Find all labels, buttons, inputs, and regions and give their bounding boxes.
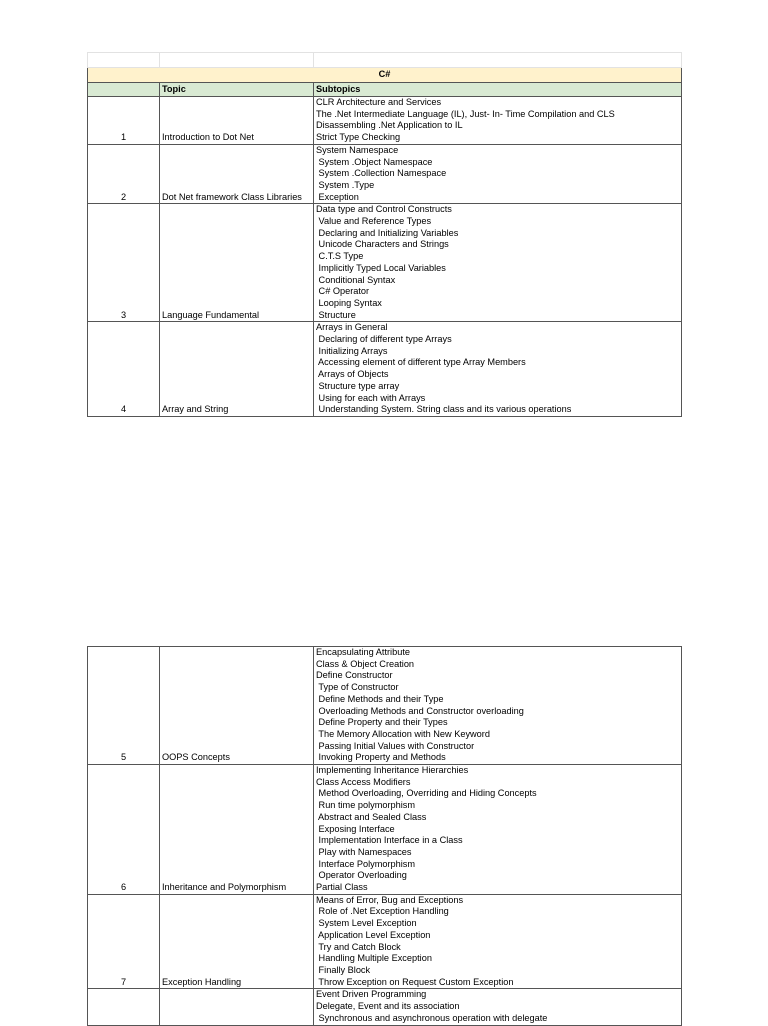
table-row — [88, 144, 682, 204]
table-row — [88, 989, 682, 1025]
subtopic-item: Partial Class — [316, 882, 368, 893]
row-number: 5 — [88, 647, 160, 765]
row-topic: Language Fundamental — [160, 204, 314, 322]
subtopic-item: The Memory Allocation with New Keyword — [316, 728, 490, 739]
row-number: 1 — [88, 97, 160, 145]
subtopic-item: Finally Block — [316, 964, 371, 975]
subtopic-item: Define Property and their Types — [316, 717, 448, 728]
syllabus-table-page-1 — [87, 52, 682, 417]
table-row — [88, 647, 682, 765]
subtopic-item: Declaring and Initializing Variables — [316, 227, 459, 238]
subtopic-item: Implementing Inheritance Hierarchies — [316, 765, 469, 776]
blank-cell — [314, 53, 682, 68]
subtopic-item: Throw Exception on Request Custom Exception — [316, 976, 514, 987]
row-subtopics — [314, 322, 682, 417]
subtopic-item: System .Collection Namespace — [316, 168, 447, 179]
table-row — [88, 322, 682, 417]
blank-cell — [88, 53, 160, 68]
subtopic-item: Initializing Arrays — [316, 345, 388, 356]
subtopic-item: Means of Error, Bug and Exceptions — [316, 894, 464, 905]
table-row — [88, 765, 682, 895]
subtopic-item: System Namespace — [316, 144, 399, 155]
subtopic-item: Interface Polymorphism — [316, 858, 416, 869]
table-row — [88, 97, 682, 145]
subtopic-item: Operator Overloading — [316, 870, 407, 881]
subtopic-item: System .Object Namespace — [316, 156, 433, 167]
subtopic-item: Invoking Property and Methods — [316, 752, 446, 763]
subtopic-item: Strict Type Checking — [316, 132, 401, 143]
subtopic-item: C# Operator — [316, 286, 370, 297]
row-number: 4 — [88, 322, 160, 417]
row-topic — [160, 989, 314, 1025]
subtopic-item: Class Access Modifiers — [316, 776, 411, 787]
header-topic: Topic — [160, 83, 314, 97]
row-topic: Inheritance and Polymorphism — [160, 765, 314, 895]
blank-row — [88, 53, 682, 68]
title-row — [88, 68, 682, 83]
subtopic-item: Data type and Control Constructs — [316, 204, 452, 215]
subtopic-item: Structure type array — [316, 380, 400, 391]
subtopic-item: Implementation Interface in a Class — [316, 835, 463, 846]
subtopic-item: CLR Architecture and Services — [316, 97, 442, 107]
subtopic-item: Application Level Exception — [316, 929, 431, 940]
subtopic-item: Encapsulating Attribute — [316, 647, 410, 657]
subtopic-item: Looping Syntax — [316, 297, 382, 308]
subtopic-item: Delegate, Event and its association — [316, 1001, 460, 1012]
subtopic-item: Unicode Characters and Strings — [316, 239, 449, 250]
blank-cell — [160, 53, 314, 68]
subtopic-item: Declaring of different type Arrays — [316, 334, 452, 345]
subtopic-item: Play with Namespaces — [316, 846, 412, 857]
subtopic-item: Run time polymorphism — [316, 800, 416, 811]
subtopic-item: Using for each with Arrays — [316, 392, 426, 403]
row-subtopics — [314, 765, 682, 895]
row-subtopics — [314, 989, 682, 1025]
header-subtopics: Subtopics — [314, 83, 682, 97]
subtopic-item: Exposing Interface — [316, 823, 395, 834]
subtopic-item: The .Net Intermediate Language (IL), Just- In- Time Compilation and CLS — [316, 108, 615, 119]
subtopic-item: Method Overloading, Overriding and Hiding Concepts — [316, 788, 537, 799]
row-subtopics — [314, 204, 682, 322]
row-topic: Introduction to Dot Net — [160, 97, 314, 145]
subtopic-item: Passing Initial Values with Constructor — [316, 740, 475, 751]
syllabus-table-page-2 — [87, 646, 682, 1026]
row-number: 3 — [88, 204, 160, 322]
subtopic-item: Define Methods and their Type — [316, 693, 444, 704]
row-number: 2 — [88, 144, 160, 204]
subtopic-item: Define Constructor — [316, 670, 393, 681]
row-number: 6 — [88, 765, 160, 895]
subtopic-item: System Level Exception — [316, 918, 417, 929]
row-topic: Dot Net framework Class Libraries — [160, 144, 314, 204]
header-row — [88, 83, 682, 97]
subtopic-item: Implicitly Typed Local Variables — [316, 262, 446, 273]
subtopic-item: Handling Multiple Exception — [316, 953, 432, 964]
subtopic-item: Event Driven Programming — [316, 989, 427, 1000]
subtopic-item: System .Type — [316, 179, 375, 190]
row-number: 7 — [88, 894, 160, 989]
subtopic-item: Arrays of Objects — [316, 369, 389, 380]
header-number-cell — [88, 83, 160, 97]
subtopic-item: Understanding System. String class and its various operations — [316, 404, 572, 415]
row-subtopics — [314, 894, 682, 989]
subtopic-item: Accessing element of different type Array Members — [316, 357, 526, 368]
subtopic-item: Synchronous and asynchronous operation with delegate — [316, 1012, 548, 1023]
subtopic-item: C.T.S Type — [316, 251, 364, 262]
table-row — [88, 204, 682, 322]
row-subtopics — [314, 647, 682, 765]
subtopic-item: Class & Object Creation — [316, 658, 415, 669]
subtopic-item: Abstract and Sealed Class — [316, 811, 427, 822]
subtopic-item: Type of Constructor — [316, 682, 399, 693]
row-topic: Array and String — [160, 322, 314, 417]
subtopic-item: Overloading Methods and Constructor overloading — [316, 705, 524, 716]
table-body-page-2 — [88, 647, 682, 1026]
sheet-title: C# — [88, 68, 682, 83]
subtopic-item: Role of .Net Exception Handling — [316, 906, 449, 917]
row-topic: Exception Handling — [160, 894, 314, 989]
subtopic-item: Disassembling .Net Application to IL — [316, 120, 463, 131]
subtopic-item: Try and Catch Block — [316, 941, 401, 952]
row-topic: OOPS Concepts — [160, 647, 314, 765]
subtopic-item: Conditional Syntax — [316, 274, 396, 285]
row-subtopics — [314, 144, 682, 204]
subtopic-item: Arrays in General — [316, 322, 388, 333]
table-body-page-1 — [88, 97, 682, 417]
subtopic-item: Structure — [316, 309, 356, 320]
row-subtopics — [314, 97, 682, 145]
subtopic-item: Exception — [316, 191, 359, 202]
table-row — [88, 894, 682, 989]
row-number — [88, 989, 160, 1025]
subtopic-item: Value and Reference Types — [316, 216, 432, 227]
